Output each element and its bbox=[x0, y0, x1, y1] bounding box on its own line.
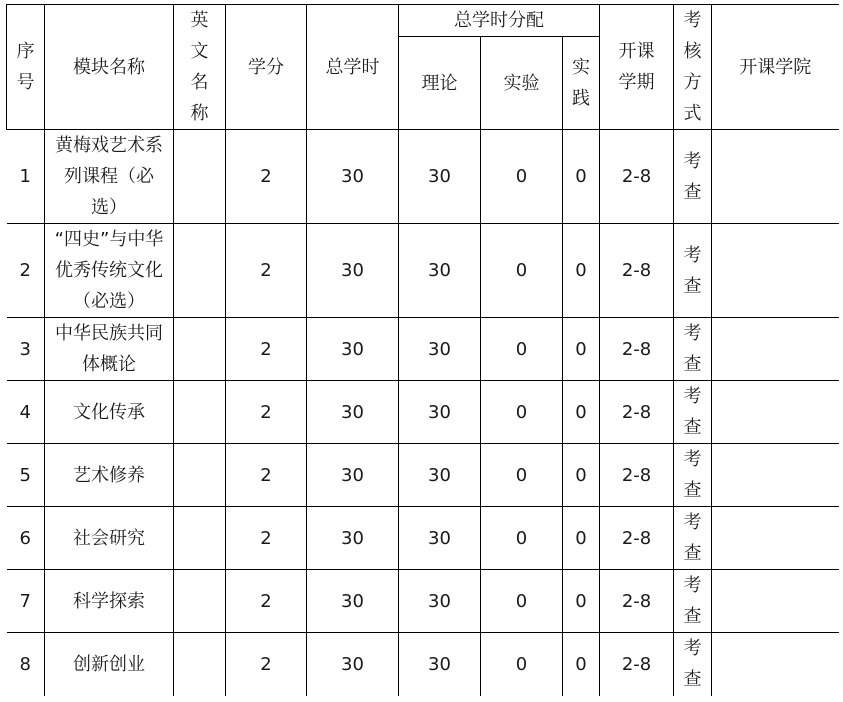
cell-college bbox=[712, 130, 839, 224]
cell-exam: 考查 bbox=[674, 130, 712, 224]
cell-module: “四史”与中华优秀传统文化（必选） bbox=[45, 224, 174, 318]
cell-theory: 30 bbox=[399, 507, 481, 570]
cell-college bbox=[712, 224, 839, 318]
cell-term: 2-8 bbox=[600, 130, 674, 224]
cell-credit: 2 bbox=[226, 507, 307, 570]
cell-seq: 5 bbox=[7, 444, 45, 507]
cell-experiment: 0 bbox=[481, 507, 563, 570]
cell-exam: 考查 bbox=[674, 318, 712, 381]
cell-module: 黄梅戏艺术系列课程（必选） bbox=[45, 130, 174, 224]
cell-exam: 考查 bbox=[674, 570, 712, 633]
cell-college bbox=[712, 318, 839, 381]
cell-credit: 2 bbox=[226, 381, 307, 444]
header-exam: 考核方式 bbox=[674, 5, 712, 130]
cell-experiment: 0 bbox=[481, 570, 563, 633]
cell-term: 2-8 bbox=[600, 381, 674, 444]
cell-module: 科学探索 bbox=[45, 570, 174, 633]
cell-college bbox=[712, 633, 839, 696]
cell-module: 艺术修养 bbox=[45, 444, 174, 507]
header-english: 英文名称 bbox=[174, 5, 226, 130]
cell-college bbox=[712, 444, 839, 507]
cell-practice: 0 bbox=[563, 570, 600, 633]
header-total-hours: 总学时 bbox=[307, 5, 399, 130]
cell-practice: 0 bbox=[563, 130, 600, 224]
header-college: 开课学院 bbox=[712, 5, 839, 130]
cell-experiment: 0 bbox=[481, 633, 563, 696]
cell-module: 文化传承 bbox=[45, 381, 174, 444]
cell-theory: 30 bbox=[399, 224, 481, 318]
header-module: 模块名称 bbox=[45, 5, 174, 130]
table-row bbox=[7, 224, 839, 318]
header-hour-allocation: 总学时分配 bbox=[399, 5, 600, 37]
cell-total: 30 bbox=[307, 381, 399, 444]
cell-experiment: 0 bbox=[481, 381, 563, 444]
cell-exam: 考查 bbox=[674, 507, 712, 570]
cell-theory: 30 bbox=[399, 318, 481, 381]
header-experiment: 实验 bbox=[481, 37, 563, 130]
cell-english bbox=[174, 130, 226, 224]
header-theory: 理论 bbox=[399, 37, 481, 130]
header-practice: 实践 bbox=[563, 37, 600, 130]
cell-theory: 30 bbox=[399, 633, 481, 696]
cell-credit: 2 bbox=[226, 318, 307, 381]
cell-credit: 2 bbox=[226, 570, 307, 633]
header-seq: 序号 bbox=[7, 5, 45, 130]
cell-experiment: 0 bbox=[481, 130, 563, 224]
cell-practice: 0 bbox=[563, 381, 600, 444]
cell-college bbox=[712, 570, 839, 633]
cell-module: 中华民族共同体概论 bbox=[45, 318, 174, 381]
table-row bbox=[7, 570, 839, 633]
table-row bbox=[7, 444, 839, 507]
cell-term: 2-8 bbox=[600, 444, 674, 507]
cell-english bbox=[174, 444, 226, 507]
cell-practice: 0 bbox=[563, 318, 600, 381]
header-credit: 学分 bbox=[226, 5, 307, 130]
cell-total: 30 bbox=[307, 570, 399, 633]
cell-credit: 2 bbox=[226, 224, 307, 318]
cell-seq: 3 bbox=[7, 318, 45, 381]
cell-theory: 30 bbox=[399, 130, 481, 224]
cell-term: 2-8 bbox=[600, 570, 674, 633]
cell-exam: 考查 bbox=[674, 633, 712, 696]
cell-credit: 2 bbox=[226, 633, 307, 696]
cell-english bbox=[174, 507, 226, 570]
cell-term: 2-8 bbox=[600, 633, 674, 696]
cell-experiment: 0 bbox=[481, 224, 563, 318]
cell-seq: 2 bbox=[7, 224, 45, 318]
table-row bbox=[7, 633, 839, 696]
cell-seq: 6 bbox=[7, 507, 45, 570]
cell-exam: 考查 bbox=[674, 224, 712, 318]
cell-english bbox=[174, 633, 226, 696]
cell-seq: 1 bbox=[7, 130, 45, 224]
cell-college bbox=[712, 507, 839, 570]
cell-practice: 0 bbox=[563, 633, 600, 696]
cell-term: 2-8 bbox=[600, 507, 674, 570]
cell-theory: 30 bbox=[399, 444, 481, 507]
header-term: 开课学期 bbox=[600, 5, 674, 130]
table-row bbox=[7, 318, 839, 381]
cell-module: 创新创业 bbox=[45, 633, 174, 696]
cell-term: 2-8 bbox=[600, 224, 674, 318]
cell-total: 30 bbox=[307, 318, 399, 381]
cell-exam: 考查 bbox=[674, 444, 712, 507]
table-row bbox=[7, 507, 839, 570]
cell-practice: 0 bbox=[563, 507, 600, 570]
course-table bbox=[6, 4, 839, 696]
cell-credit: 2 bbox=[226, 130, 307, 224]
cell-seq: 7 bbox=[7, 570, 45, 633]
cell-total: 30 bbox=[307, 507, 399, 570]
cell-total: 30 bbox=[307, 633, 399, 696]
cell-theory: 30 bbox=[399, 570, 481, 633]
cell-english bbox=[174, 381, 226, 444]
cell-practice: 0 bbox=[563, 444, 600, 507]
table-row bbox=[7, 381, 839, 444]
cell-total: 30 bbox=[307, 444, 399, 507]
cell-english bbox=[174, 224, 226, 318]
cell-seq: 4 bbox=[7, 381, 45, 444]
cell-total: 30 bbox=[307, 224, 399, 318]
cell-practice: 0 bbox=[563, 224, 600, 318]
cell-exam: 考查 bbox=[674, 381, 712, 444]
cell-seq: 8 bbox=[7, 633, 45, 696]
cell-english bbox=[174, 318, 226, 381]
cell-english bbox=[174, 570, 226, 633]
cell-experiment: 0 bbox=[481, 444, 563, 507]
cell-total: 30 bbox=[307, 130, 399, 224]
cell-credit: 2 bbox=[226, 444, 307, 507]
cell-module: 社会研究 bbox=[45, 507, 174, 570]
cell-experiment: 0 bbox=[481, 318, 563, 381]
cell-term: 2-8 bbox=[600, 318, 674, 381]
cell-college bbox=[712, 381, 839, 444]
cell-theory: 30 bbox=[399, 381, 481, 444]
table-row bbox=[7, 130, 839, 224]
